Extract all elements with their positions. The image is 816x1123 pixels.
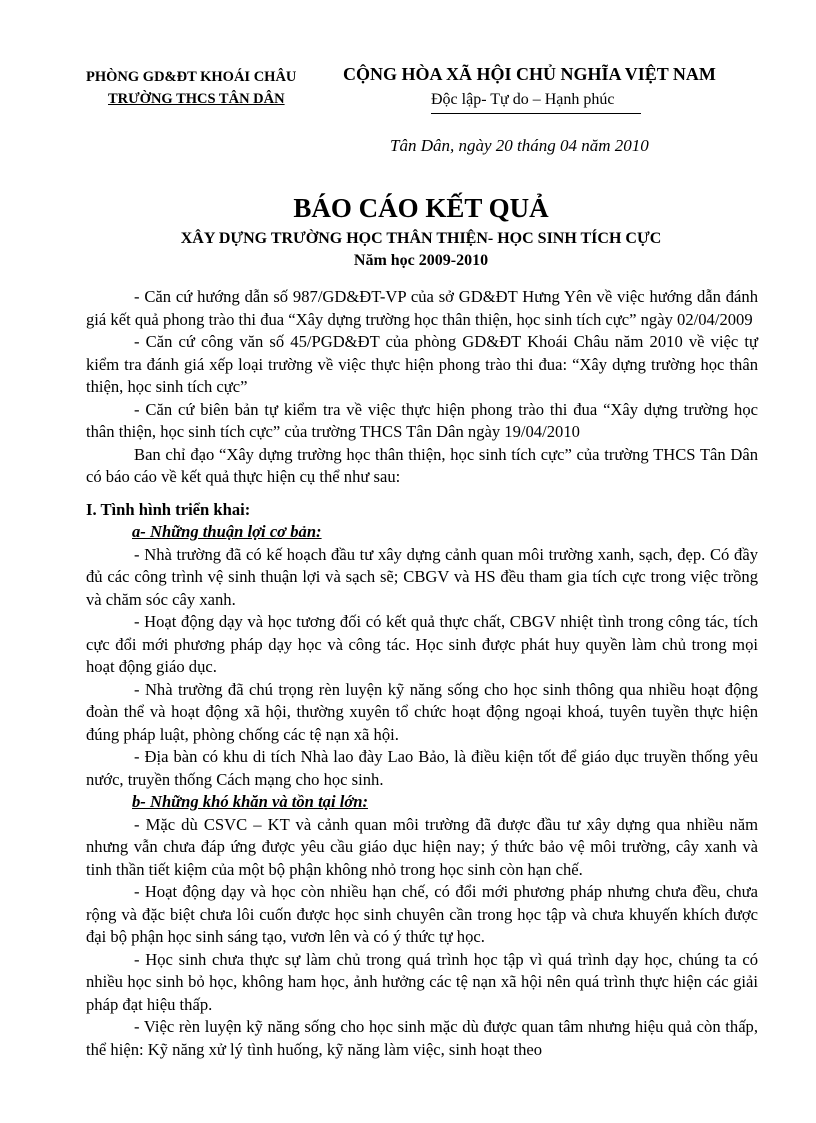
department-name: PHÒNG GD&ĐT KHOÁI CHÂU [86, 69, 297, 85]
school-name: TRƯỜNG THCS TÂN DÂN [108, 91, 285, 107]
motto: Độc lập- Tự do – Hạnh phúc [431, 91, 615, 108]
intro-paragraph: - Căn cứ hướng dẫn số 987/GD&ĐT-VP của sở GD&ĐT Hưng Yên về việc hướng dẫn đánh giá kết quả phong trào thi đua “Xây dựng trường học thân thiện, học sinh tích cực” ngày 02/04/2009 [86, 287, 758, 329]
difficulty-item: - Hoạt động dạy và học còn nhiều hạn chế, có đổi mới phương pháp nhưng chưa đều, chưa rộng và đặc biệt chưa lôi cuốn được học sinh chuyên cần trong học tập và chưa khuyến khích được đại bộ phận học sinh sáng tạo, vươn lên và có ý thức tự học. [86, 882, 758, 946]
intro-paragraph: - Căn cứ biên bản tự kiểm tra về việc thực hiện phong trào thi đua “Xây dựng trường học thân thiện, học sinh tích cực” của trường THCS Tân Dân ngày 19/04/2010 [86, 399, 758, 441]
motto-underline [431, 113, 641, 114]
intro-paragraph: - Căn cứ công văn số 45/PGD&ĐT của phòng GD&ĐT Khoái Châu năm 2010 về việc tự kiểm tra đánh giá xếp loại trường về việc thực hiện phong trào thi đua: “Xây dựng trường học thân thiện, học sinh tích cực” [86, 332, 758, 396]
advantage-item: - Hoạt động dạy và học tương đối có kết quả thực chất, CBGV nhiệt tình trong công tác, tích cực đổi mới phương pháp dạy học và công tác. Học sinh được phát huy quyền làm chủ trong mọi hoạt động giáo dục. [86, 612, 758, 676]
nation-name: CỘNG HÒA XÃ HỘI CHỦ NGHĨA VIỆT NAM [343, 64, 716, 84]
subsection-heading-advantages: a- Những thuận lợi cơ bản: [132, 522, 322, 541]
intro-paragraph: Ban chỉ đạo “Xây dựng trường học thân thiện, học sinh tích cực” của trường THCS Tân Dân có báo cáo về kết quả thực hiện cụ thể như sau: [86, 444, 758, 486]
dateline: Tân Dân, ngày 20 tháng 04 năm 2010 [390, 136, 649, 155]
school-year: Năm học 2009-2010 [353, 252, 489, 269]
difficulty-item: - Mặc dù CSVC – KT và cảnh quan môi trường đã được đầu tư xây dựng qua nhiều năm nhưng vẫn chưa đáp ứng được yêu cầu giáo dục hiện nay; ý thức bảo vệ môi trường, cây xanh và tinh thần tiết kiệm của một bộ phận không nhỏ trong học sinh còn hạn chế. [86, 814, 758, 879]
difficulty-item: - Học sinh chưa thực sự làm chủ trong quá trình học tập vì quá trình dạy học, chúng ta có nhiều học sinh bỏ học, không ham học, ảnh hưởng các tệ nạn xã hội nên quá trình thực hiện các giải pháp đạt hiệu thấp. [86, 949, 758, 1014]
national-motto-block [343, 64, 763, 114]
document-subtitle: XÂY DỰNG TRƯỜNG HỌC THÂN THIỆN- HỌC SINH TÍCH CỰC [180, 230, 662, 247]
section-heading: I. Tình hình triển khai: [86, 499, 251, 519]
issuing-agency-block [86, 66, 336, 110]
advantage-item: - Nhà trường đã chú trọng rèn luyện kỹ năng sống cho học sinh thông qua nhiều hoạt động đoàn thể và hoạt động xã hội, thường xuyên tổ chức hoạt động ngoại khoá, tuyên tuyền thực hiện đúng pháp luật, phòng chống các tệ nạn xã hội. [86, 679, 758, 744]
difficulty-item: - Việc rèn luyện kỹ năng sống cho học sinh mặc dù được quan tâm nhưng hiệu quả còn thấp, thể hiện: Kỹ năng xử lý tình huống, kỹ năng làm việc, sinh hoạt theo [86, 1017, 758, 1059]
advantage-item: - Địa bàn có khu di tích Nhà lao đày Lao Bảo, là điều kiện tốt để giáo dục truyền thống yêu nước, truyền thống Cách mạng cho học sinh. [86, 747, 758, 789]
advantage-item: - Nhà trường đã có kế hoạch đầu tư xây dựng cảnh quan môi trường xanh, sạch, đẹp. Có đầy đủ các công trình vệ sinh thuận lợi và sạch sẽ; CBGV và HS đều tham gia tích cực trong việc trồng và chăm sóc cây xanh. [86, 544, 758, 609]
subsection-heading-difficulties: b- Những khó khăn và tồn tại lớn: [132, 792, 368, 811]
document-title: BÁO CÁO KẾT QUẢ [293, 193, 549, 223]
document-body [86, 286, 758, 1061]
